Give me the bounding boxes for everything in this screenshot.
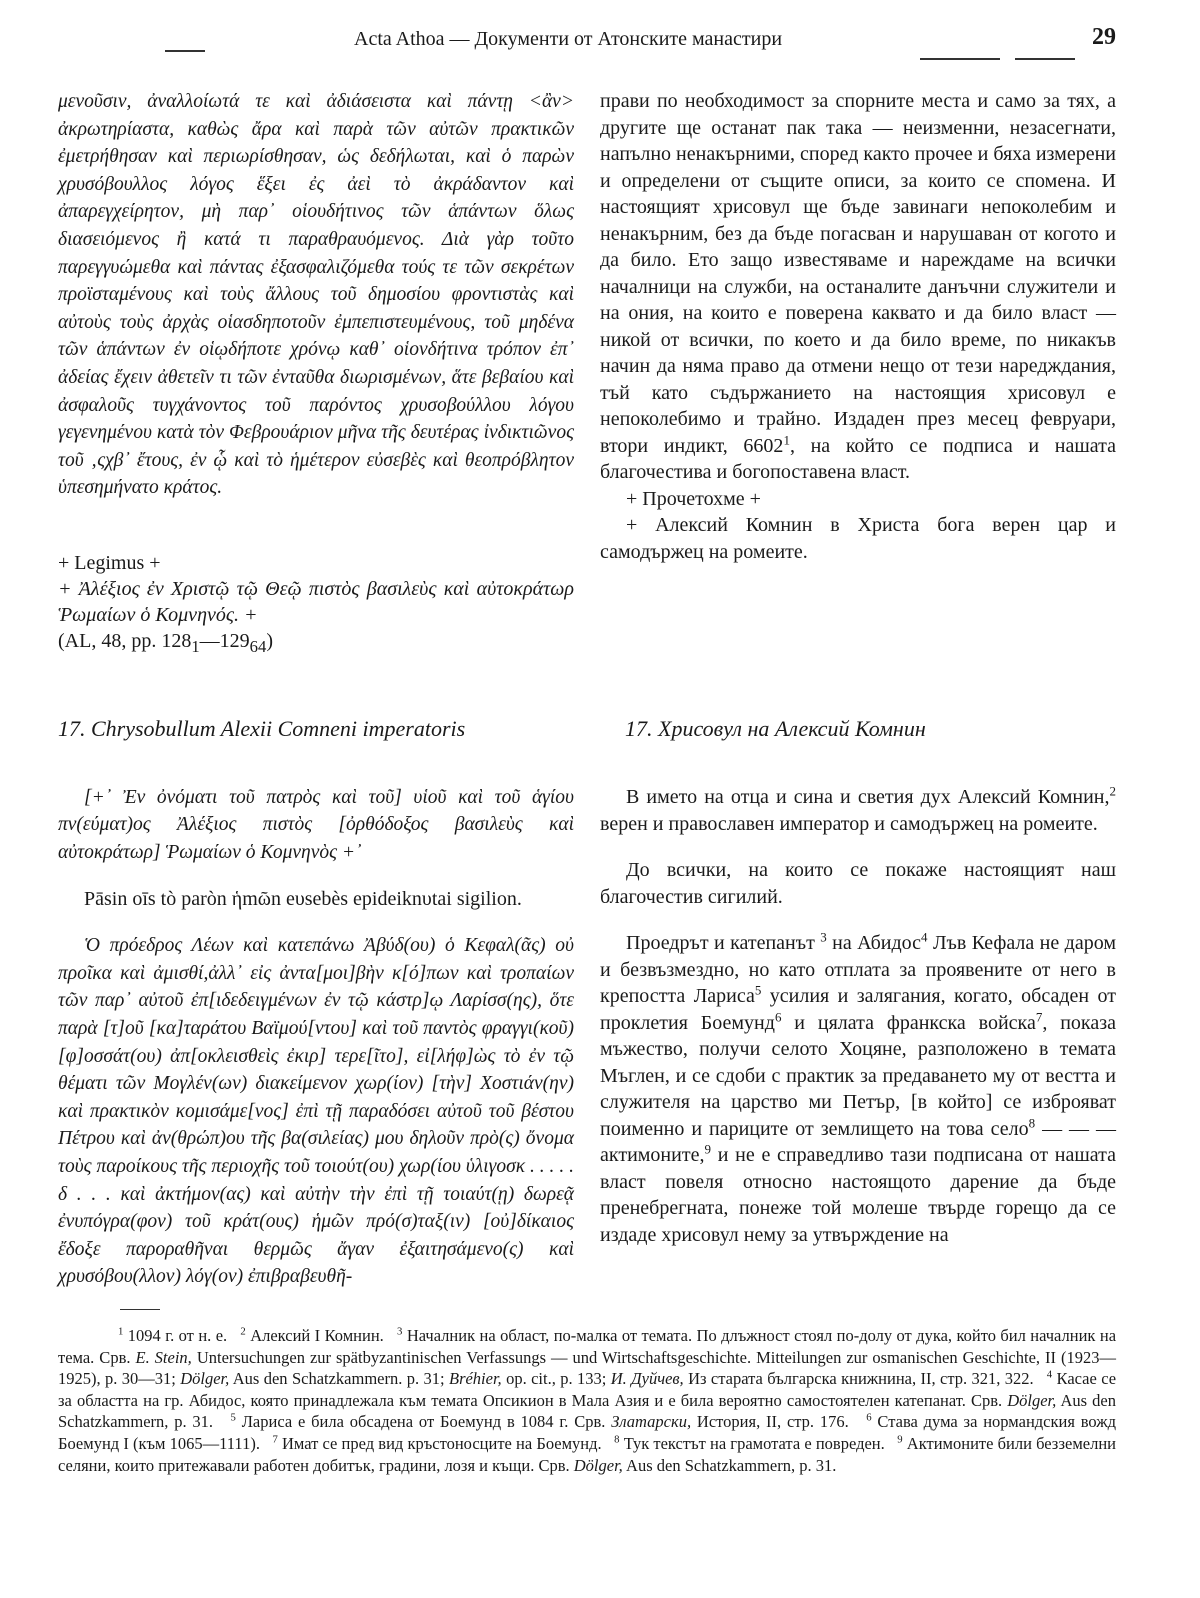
footnote-mark: 5 [754, 982, 762, 998]
footnote-1: 1094 г. от н. е. [127, 1326, 228, 1345]
author-name: Dölger, [1007, 1390, 1057, 1410]
footnote-4: Касае се за областта на гр. Абидос, която принадлежала към темата Опсикион в Мала Азия и е била вероятно самостоятелен катепанат. Срв. [58, 1369, 1117, 1410]
para-text: прави по необходимост за спорните места и само за тях, а другите ще останат пак така — неизменни, незасегнати, напълно ненакърними, според както прочее и бяха измерени и определени от същите описи, за които се спомена. И настоящият хрисовул ще бъде завинаги непоколебим и ненакърним, без да бъде погасван и нарушаван от когото и да било. Ето защо известяваме и нареждаме на всички началници на служби, на останалите данъчни служители и на ония, на които е поверена каквато и да било власт — никой от всички, по което и да било време, по никакъв начин да няма право да отмени нещо от тези наредждания, тъй като съдържанието на настоящия хрисовул е непоколебимо и трайно. Издаден през месец февруари, втори индикт, 6602 [600, 90, 1116, 457]
footnote-mark: 6 [774, 1008, 782, 1024]
footnote-number: 9 [897, 1433, 903, 1446]
header-rule [1015, 58, 1075, 60]
section-title-latin: 17. Chrysobullum Alexii Comneni imperatoris [58, 716, 466, 741]
signature-block [58, 550, 574, 660]
author-name: Златарски, [611, 1412, 692, 1432]
footnote-number: 1 [118, 1325, 124, 1338]
header-rule [165, 50, 205, 52]
signature-bg: + Алексий Комнин в Христа бога верен цар и самодържец на ромеите. [600, 514, 1116, 563]
footnote-mark: 2 [1109, 783, 1116, 799]
footnote-5: История, II, стр. 176. [696, 1412, 849, 1432]
author-name: Dölger, [180, 1369, 230, 1389]
left-column-bottom [58, 764, 574, 1311]
left-column-top [58, 88, 574, 660]
footnotes [58, 1325, 1116, 1476]
para-text: усилия и залягания, когато, обсаден от проклетия Боемунд [600, 985, 1116, 1034]
footnote-number: 3 [397, 1325, 403, 1338]
para-text: Лъв Кефала не даром и безвъзмездно, но като отплата за проявените от него в крепостта Лариса [600, 932, 1117, 1007]
transliteration: Pāsin oīs tò paròn ἡmῶn eυsebès epideiknυtai sigilion. [84, 888, 522, 911]
para-text: и не е справедливо тази подписана от нашата власт повеля относно настоящото дарение да бъде пренебрегната, понеже той молеше твърде горещо да се издаде хрисовул нему за утвърждение на [600, 1144, 1116, 1246]
footnote-7: Имат се пред вид кръстоносците на Боемунд. [282, 1433, 602, 1453]
author-name: Bréhier, [448, 1369, 502, 1389]
bulgarian-paragraph [600, 784, 1116, 837]
footnote-number: 6 [866, 1411, 872, 1424]
legimus-line-bg: + Прочетохме + [626, 487, 761, 510]
para-text: В името на отца и сина и светия дух Алексий Комнин, [626, 786, 1110, 808]
running-header [300, 24, 1140, 58]
bulgarian-paragraph [600, 88, 1116, 486]
author-name: Dölger, [573, 1455, 623, 1475]
footnote-9: Актимоните били безземелни селяни, които притежавали работен добитък, градини, лозя и къщи. Срв. [58, 1433, 1116, 1475]
footnote-number: 4 [1046, 1368, 1053, 1381]
right-column-bottom [600, 764, 1116, 1268]
footnote-3: Untersuchungen zur spätbyzantinischen Verfassungs — und Wirtschaftsgeschichte. Mitteilungen zur osmanischen Geschichte, II (1923—1925), р. 30—31; [58, 1347, 1117, 1389]
author-name: E. Stein, [135, 1347, 192, 1367]
footnote-3: Началник на област, по-малка от темата. По длъжност стоял по-долу от дука, който бил началник на тема. Срв. [58, 1326, 1117, 1367]
ref-sub: 64 [249, 636, 267, 656]
para-text: — — — актимоните, [600, 1117, 1117, 1166]
legimus-line: + Legimus + [58, 551, 161, 574]
header-rule [920, 58, 1000, 60]
para-text: на Абидос [826, 932, 922, 954]
source-reference [58, 628, 574, 660]
para-text: и цялата франкска войска [781, 1011, 1036, 1034]
footnote-mark: 3 [820, 929, 827, 945]
footnote-mark: 8 [1028, 1114, 1036, 1130]
para-text: Проедрът и катепанът [626, 932, 821, 954]
footnote-3: op. cit., p. 133; [506, 1369, 607, 1389]
footnote-9: Aus den Schatzkammern, p. 31. [626, 1455, 837, 1475]
footnote-number: 8 [614, 1433, 620, 1446]
ref-text: ) [266, 629, 273, 652]
ref-text: —129 [199, 629, 250, 652]
footnote-mark: 4 [921, 929, 928, 945]
greek-text: μενοῦσιν, ἀναλλοίωτά τε καὶ ἀδιάσειστα καὶ πάντῃ <ἂν> ἀκρωτηρίαστα, καθὼς ἄρα καὶ παρὰ τῶν αὐτῶν πρακτικῶν ἐμετρήθησαν καὶ περιωρίσθησαν, ὡς δεδήλωται, καὶ ὁ παρὼν χρυσόβουλλος λόγος ἕξει ἐς ἀεὶ τὸ ἀκράδαντον καὶ ἀπαρεγχείρητον, μὴ παρ᾽ οἱουδήτινος τῶν ἁπάντων ὅλως διασειόμενος ἢ κατά τι παραθραυόμενος. Διὰ γὰρ τοῦτο παρεγγυώμεθα καὶ πάντας ἐξασφαλιζόμεθα τούς τε τῶν σεκρέτων προϊσταμένους καὶ τοὺς ἄλλους τοῦ δημοσίου φροντιστὰς καὶ αὐτοὺς τοὺς ἀρχὰς οἱασδηποτοῦν ἐμπεπιστευμένους, τοῦ μηδένα τῶν ἁπάντων ἐν οἱῳδήποτε χρόνῳ καθ᾽ οἱονδήτινα τρόπον ἐπ᾽ ἀδείας ἔχειν ἀθετεῖν τι τῶν ἐνταῦθα διωρισμένων, ἅτε βεβαίου καὶ ἀσφαλοῦς τυγχάνοντος τοῦ παρόντος χρυσοβούλλου λόγου γεγενημένου κατὰ τὸν Φεβρουάριον μῆνα τῆς δευτέρας ἰνδικτιῶνος τοῦ ‚ςχβ᾽ ἔτους, ἐν ᾧ καὶ τὸ ἡμέτερον εὐσεβὲς καὶ θεοπρόβλητον ὑπεσημήνατο κράτος. [58, 91, 574, 499]
para-text: , на който се подписа и нашата благочестива и богопоставена власт. [600, 434, 1116, 483]
footnote-8: Тук текстът на грамотата е повреден. [623, 1433, 885, 1453]
footnote-3: Из старата българска книжнина, II, стр. 321, 322. [688, 1369, 1034, 1389]
footnote-number: 5 [230, 1411, 236, 1424]
right-column-top [600, 88, 1116, 565]
footnote-mark: 9 [704, 1141, 711, 1157]
footnote-number: 7 [272, 1433, 278, 1446]
bulgarian-paragraph: До всички, на които се покаже настоящият наш благочестив сигилий. [600, 859, 1116, 908]
footnote-6: Става дума за нормандския вожд Боемунд I (към 1065—1111). [58, 1412, 1117, 1453]
para-text: верен и православен император и самодържец на ромеите. [600, 812, 1098, 835]
greek-body: Ὁ πρόεδρος Λέων καὶ κατεπάνω Ἀβύδ(ου) ὁ Κεφαλ(ᾶς) οὐ προῖκα καὶ ἀμισθί,ἀλλ᾽ εἰς ἀντα[μοι]βὴν κ[ό]πων καὶ τροπαίων τῶν παρ᾽ αὐτοῦ ἐπ[ιδεδειγμένων ἐν τῷ κάστρ]ῳ Λαρίσσ(ης), ὅτε παρὰ [τ]οῦ [κα]ταράτου Βαϊμού[ντου] καὶ τοῦ παντὸς φραγγι(κοῦ) [φ]οσσάτ(ου) ἀπ[οκλεισθεὶς ἐκιρ] τερε[ῖτο], εἰ[λήφ]ὼς τὸ ἐν τῷ θέματι τῶν Μογλέν(ων) διακείμενον χωρ(ίον) [τὴν] Χοστιάν(ην) καὶ πρακτικὸν κομισάμε[νος] ἐπὶ τῇ παραδόσει αὐτοῦ τοῦ βέστου Πέτρου καὶ ἀν(θρώπ)ου τῆς βα(σιλείας) μου δηλοῦν πρὸ(ς) ὄνομα τοὺς παροίκους τῆς περιοχῆς τοῦ τοιούτ(ου) χωρ(ίου ὑλιγοσκ . . . . . δ . . . καὶ ἀκτήμον(ας) καὶ αὐτὴν τὴν ἐπὶ τῇ τοιαύτ(ῃ) δωρεᾷ ἐνυπόγρα(φον) τοῦ κράτ(ους) ἡμῶν πρό(σ)ταξ(ιν) [οὐ]δίκαιος ἔδοξε παροραθῆναι θερμῶς ἄγαν ἐξαιτησάμενο(ς) καὶ χρυσόβου(λλον) λόγ(ον) ἐπιβραβευθῆ- [58, 935, 574, 1288]
footnote-mark: 7 [1035, 1008, 1043, 1024]
greek-invocation: [+᾽ Ἐν ὀνόματι τοῦ πατρὸς καὶ τοῦ] υἱοῦ καὶ τοῦ ἁγίου πν(εύματ)ος Ἀλέξιος πιστὸς [ὀρθόδοξος βασιλεὺς καὶ αὐτοκράτωρ] Ῥωμαίων ὁ Κομνηνὸς +᾽ [58, 786, 574, 863]
footnote-separator [120, 1309, 160, 1310]
page-number: 29 [1092, 24, 1116, 50]
author-name: И. Дуйчев, [610, 1369, 684, 1389]
footnote-2: Алексий I Комнин. [250, 1326, 384, 1345]
footnote-number: 2 [240, 1325, 246, 1338]
greek-signature: + Ἀλέξιος ἐν Χριστῷ τῷ Θεῷ πιστὸς βασιλεὺς καὶ αὐτοκράτωρ Ῥωμαίων ὁ Κομνηνός. + [58, 577, 574, 626]
section-title-bulgarian: 17. Хрисовул на Алексий Комнин [625, 716, 926, 741]
para-text: , показа мъжество, получи селото Хоцяне, разположено в темата Мъглен, и се сдоби с практик за предаването му от вестта и служителя на царство ми Петър, [в който] се изброяват поименно и париците от землището на това село [600, 1011, 1116, 1140]
bulgarian-paragraph [600, 930, 1116, 1248]
footnote-mark: 1 [783, 431, 790, 447]
running-title: Acta Athoa — Документи от Атонските манастири [354, 28, 783, 50]
footnote-5: Лариса е била обсадена от Боемунд в 1084 г. Срв. [241, 1412, 606, 1432]
footnote-3: Aus den Schatzkammern. p. 31; [232, 1369, 445, 1389]
ref-text: (AL, 48, pp. 128 [58, 629, 192, 652]
ref-sub: 1 [191, 636, 200, 656]
footnote-4: Aus den Schatzkammern, p. 31. [58, 1390, 1117, 1432]
